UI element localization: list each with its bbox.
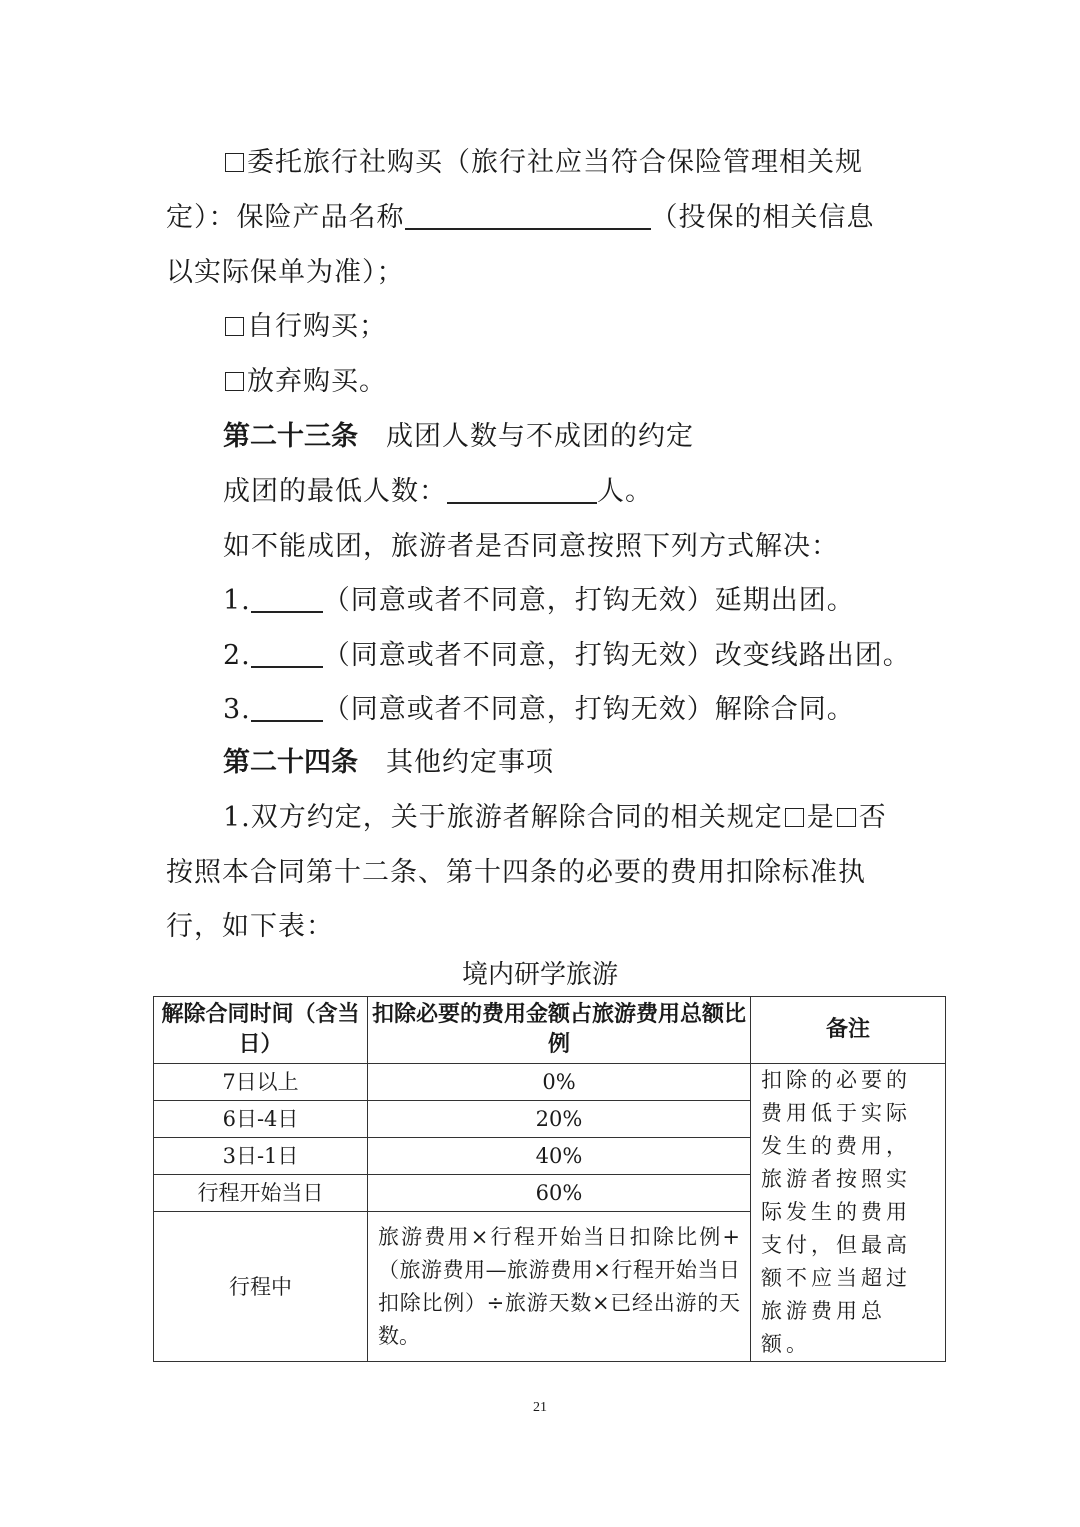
fail-group-question: 如不能成团，旅游者是否同意按照下列方式解决：	[223, 531, 839, 562]
checkbox-no[interactable]	[837, 808, 856, 827]
article-23-number: 第二十三条	[223, 421, 358, 452]
article-24-heading	[223, 746, 554, 780]
cell-note: 扣除的必要的费用低于实际发生的费用，旅游者按照实际发生的费用支付，但最高额不应当超过旅游费用总额。	[751, 1064, 946, 1362]
article-24-clause-1-cont: 按照本合同第十二条、第十四条的必要的费用扣除标准执	[166, 857, 866, 888]
option-1-blank[interactable]	[251, 585, 323, 613]
min-group-size-blank[interactable]	[447, 476, 597, 504]
article-24-clause-1-end: 行，如下表：	[166, 911, 334, 942]
page-number: 21	[533, 1400, 547, 1415]
option-2-blank[interactable]	[251, 640, 323, 668]
cell-time: 3日-1日	[154, 1138, 368, 1175]
option-2: 2. （同意或者不同意，打钩无效）改变线路出团。	[223, 640, 911, 671]
header-cancel-time: 解除合同时间（含当日）	[154, 997, 368, 1064]
article-24-clause-1: 1.双方约定，关于旅游者解除合同的相关规定 是 否	[223, 802, 887, 833]
table-header-row	[154, 997, 946, 1064]
paragraph-give-up: 放弃购买。	[223, 365, 387, 399]
paragraph-policy-note: 以实际保单为准）；	[166, 257, 405, 288]
cell-ratio: 60%	[368, 1175, 751, 1212]
fee-deduction-table	[153, 996, 946, 1362]
article-23-title: 成团人数与不成团的约定	[386, 421, 694, 452]
option-3: 3. （同意或者不同意，打钩无效）解除合同。	[223, 694, 855, 725]
insurance-product-name-blank[interactable]	[405, 202, 651, 230]
checkbox-yes[interactable]	[785, 808, 804, 827]
table-caption: 境内研学旅游	[461, 960, 618, 990]
checkbox-give-up[interactable]	[225, 372, 244, 391]
cell-time: 7日以上	[154, 1064, 368, 1101]
article-24-title: 其他约定事项	[386, 747, 554, 778]
cell-ratio: 0%	[368, 1064, 751, 1101]
paragraph-product-name: 定）：保险产品名称 （投保的相关信息	[166, 202, 875, 233]
cell-time: 行程开始当日	[154, 1175, 368, 1212]
article-24-number: 第二十四条	[223, 747, 358, 778]
cell-time: 行程中	[154, 1212, 368, 1362]
cell-ratio: 20%	[368, 1101, 751, 1138]
cell-ratio: 旅游费用×行程开始当日扣除比例+（旅游费用—旅游费用×行程开始当日扣除比例）÷旅游天数×已经出游的天数。	[368, 1212, 751, 1362]
paragraph-self-purchase: 自行购买；	[223, 310, 387, 344]
header-deduction-ratio: 扣除必要的费用金额占旅游费用总额比例	[368, 997, 751, 1064]
header-note: 备注	[751, 997, 946, 1064]
cell-time: 6日-4日	[154, 1101, 368, 1138]
cell-ratio: 40%	[368, 1138, 751, 1175]
checkbox-self-purchase[interactable]	[225, 317, 244, 336]
option-1: 1. （同意或者不同意，打钩无效）延期出团。	[223, 585, 855, 616]
table-row	[154, 1064, 946, 1101]
paragraph-entrust-agency: 委托旅行社购买（旅行社应当符合保险管理相关规	[223, 146, 863, 180]
article-23-heading	[223, 420, 694, 454]
checkbox-entrust-agency[interactable]	[225, 153, 244, 172]
option-3-blank[interactable]	[251, 694, 323, 722]
min-group-size-line: 成团的最低人数： 人。	[223, 476, 653, 507]
